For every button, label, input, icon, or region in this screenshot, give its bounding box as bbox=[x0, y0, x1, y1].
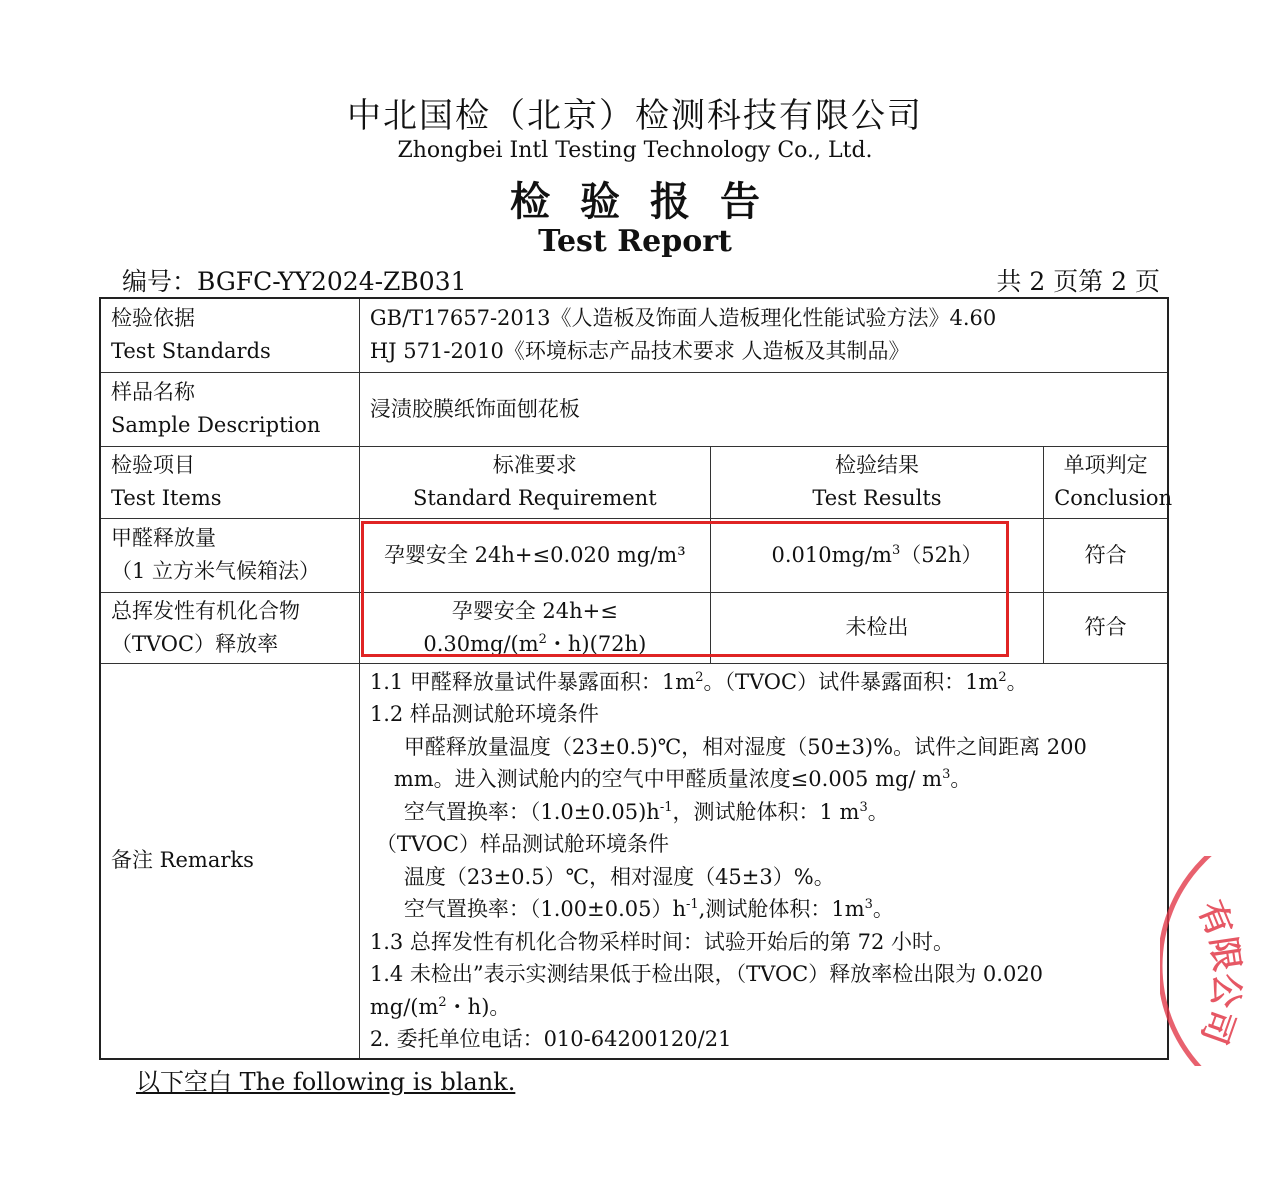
tvoc-standard bbox=[359, 592, 710, 663]
seal-graphic bbox=[1160, 856, 1280, 1066]
remark-line-7: 温度（23±0.5）℃，相对湿度（45±3）%。 bbox=[403, 864, 835, 889]
standards-label-cell bbox=[100, 298, 359, 372]
remark-4-sup: 3 bbox=[942, 767, 951, 782]
tvoc-standard-line-1: 孕婴安全 24h+≤ bbox=[451, 598, 618, 623]
sample-row bbox=[100, 372, 1168, 446]
remark-5-sup-b: 3 bbox=[859, 799, 868, 815]
standards-row bbox=[100, 298, 1168, 372]
remark-8-part-a: 空气置换率：（1.00±0.05）h bbox=[403, 897, 686, 921]
remark-11-part-b: ・h)。 bbox=[446, 994, 511, 1019]
remark-line-12: 2. 委托单位电话：010-64200120/21 bbox=[369, 1027, 732, 1051]
tvoc-conclusion: 符合 bbox=[1044, 592, 1168, 663]
formaldehyde-result-value: 0.010mg/m bbox=[771, 542, 892, 567]
remark-line-8 bbox=[370, 893, 1157, 926]
formaldehyde-item-line-1: 甲醛释放量 bbox=[111, 526, 216, 550]
remark-line-6: （TVOC）样品测试舱环境条件 bbox=[375, 832, 669, 856]
tvoc-item-line-2: （TVOC）释放率 bbox=[111, 631, 279, 656]
remark-11-sup: 2 bbox=[438, 994, 447, 1010]
remarks-content bbox=[359, 663, 1168, 1059]
formaldehyde-item-line-2: （1 立方米气候箱法） bbox=[111, 559, 321, 583]
standards-label-en: Test Standards bbox=[111, 339, 271, 364]
sample-label-cn: 样品名称 bbox=[111, 380, 195, 404]
items-header-row bbox=[100, 446, 1168, 518]
report-table bbox=[99, 297, 1173, 1060]
remark-line-9: 1.3 总挥发性有机化合物采样时间：试验开始后的第 72 小时。 bbox=[369, 929, 955, 954]
remark-line-2: 1.2 样品测试舱环境条件 bbox=[369, 702, 599, 726]
remark-1-part-c: 。 bbox=[1006, 669, 1028, 694]
page-info: 共 2 页第 2 页 bbox=[996, 267, 1160, 296]
sample-label-en: Sample Description bbox=[111, 413, 321, 437]
std-header-cn: 标准要求 bbox=[492, 453, 577, 477]
standards-line-2: HJ 571-2010《环境标志产品技术要求 人造板及其制品》 bbox=[369, 339, 910, 364]
tvoc-item-line-1: 总挥发性有机化合物 bbox=[111, 598, 300, 623]
formaldehyde-standard: 孕婴安全 24h+≤0.020 mg/m³ bbox=[359, 518, 710, 592]
tvoc-standard-unit: ・h)(72h) bbox=[546, 631, 647, 656]
remark-4-part-a: mm。进入测试舱内的空气中甲醛质量浓度≤0.005 mg/ m bbox=[393, 767, 943, 791]
company-name-cn: 中北国检（北京）检测科技有限公司 bbox=[347, 96, 923, 136]
standards-line-1: GB/T17657-2013《人造板及饰面人造板理化性能试验方法》4.60 bbox=[369, 306, 997, 331]
conclusion-header-cn: 单项判定 bbox=[1063, 453, 1148, 477]
conclusion-header-cell bbox=[1044, 446, 1173, 518]
tvoc-standard-line-2 bbox=[370, 628, 700, 661]
result-header-en: Test Results bbox=[812, 486, 942, 510]
items-label-cn: 检验项目 bbox=[111, 453, 195, 477]
conclusion-header-en: Conclusion bbox=[1054, 486, 1173, 510]
report-title-cn: 检验报告 bbox=[510, 178, 790, 225]
remark-8-part-b: ,测试舱体积：1m bbox=[698, 897, 865, 921]
report-title-en: Test Report bbox=[538, 224, 732, 259]
tvoc-standard-sup: 2 bbox=[538, 631, 547, 647]
remark-line-10: 1.4 未检出”表示实测结果低于检出限，（TVOC）释放率检出限为 0.020 bbox=[369, 962, 1044, 986]
items-label-en: Test Items bbox=[111, 486, 222, 510]
seal-text bbox=[1190, 895, 1247, 1049]
result-header-cn: 检验结果 bbox=[834, 453, 919, 477]
remark-line-5 bbox=[370, 796, 1157, 829]
remark-line-4 bbox=[370, 763, 1157, 796]
formaldehyde-conclusion: 符合 bbox=[1044, 518, 1168, 592]
remarks-label: 备注 Remarks bbox=[100, 663, 359, 1059]
report-number: 编号：BGFC-YY2024-ZB031 bbox=[122, 267, 467, 296]
remark-5-part-a: 空气置换率：（1.0±0.05)h bbox=[403, 799, 660, 824]
company-seal bbox=[1160, 856, 1280, 1066]
formaldehyde-result bbox=[710, 518, 1043, 592]
items-label-cell bbox=[100, 446, 359, 518]
remark-5-sup-a: -1 bbox=[659, 799, 673, 815]
seal-text-path: 有限公司 bbox=[1189, 895, 1247, 1050]
standards-label-cn: 检验依据 bbox=[111, 306, 195, 331]
remark-4-part-b: 。 bbox=[950, 767, 972, 791]
company-name-en: Zhongbei Intl Testing Technology Co., Ltd. bbox=[397, 138, 873, 163]
remark-11-part-a: mg/(m bbox=[369, 994, 439, 1019]
blank-note: 以下空白 The following is blank. bbox=[136, 1068, 516, 1096]
remark-8-sup-b: 3 bbox=[864, 897, 873, 912]
formaldehyde-row bbox=[100, 518, 1168, 592]
remark-1-part-a: 1.1 甲醛释放量试件暴露面积：1m bbox=[369, 669, 696, 694]
remark-5-part-b: ，测试舱体积：1 m bbox=[672, 799, 860, 824]
tvoc-row bbox=[100, 592, 1168, 663]
formaldehyde-result-unit-sup: 3 bbox=[891, 542, 901, 558]
remark-line-11 bbox=[370, 991, 1157, 1024]
remark-8-sup-a: -1 bbox=[686, 897, 699, 912]
tvoc-standard-value: 0.30mg/(m bbox=[423, 631, 539, 656]
remark-8-part-c: 。 bbox=[872, 897, 894, 921]
standards-value-cell bbox=[359, 298, 1168, 372]
formaldehyde-result-time: （52h） bbox=[900, 542, 983, 567]
formaldehyde-item-cell bbox=[100, 518, 359, 592]
remarks-row bbox=[100, 663, 1168, 1059]
remark-line-3: 甲醛释放量温度（23±0.5)℃，相对湿度（50±3)%。试件之间距离 200 bbox=[403, 734, 1087, 759]
remark-5-part-c: 。 bbox=[867, 799, 889, 824]
remark-line-1 bbox=[370, 666, 1157, 699]
sample-value: 浸渍胶膜纸饰面刨花板 bbox=[359, 372, 1168, 446]
sample-label-cell bbox=[100, 372, 359, 446]
tvoc-item-cell bbox=[100, 592, 359, 663]
remark-1-sup-b: 2 bbox=[998, 669, 1007, 685]
result-header-cell bbox=[710, 446, 1043, 518]
remark-1-part-b: 。（TVOC）试件暴露面积：1m bbox=[703, 669, 999, 694]
std-header-en: Standard Requirement bbox=[412, 486, 657, 510]
remark-1-sup-a: 2 bbox=[695, 669, 704, 685]
std-header-cell bbox=[359, 446, 710, 518]
tvoc-result: 未检出 bbox=[710, 592, 1043, 663]
